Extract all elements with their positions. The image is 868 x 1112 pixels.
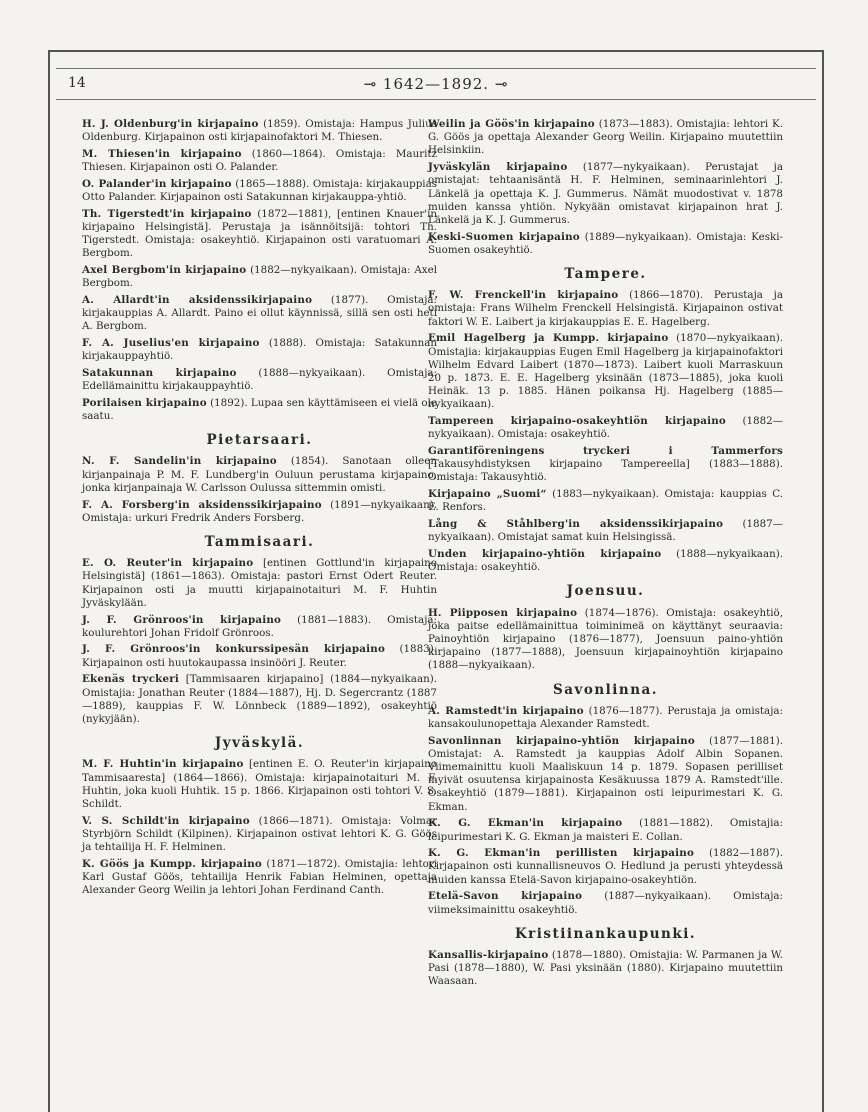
printery-description: (1891—nykyaikaan). Omistaja: urkuri Fredrik Anders Forsberg. bbox=[82, 498, 437, 524]
printery-description: [entinen Gottlund'in kirjapaino Helsingistä] (1861—1863). Omistaja: pastori Ernst Odert Reuter. Kirjapainon osti ja muutti kirjapainotaituri M. F. Huhtin Jyväskylään. bbox=[82, 557, 437, 609]
printery-entry bbox=[428, 161, 783, 227]
printery-description: (1871—1872). Omistajia: lehtori Karl Gustaf Göös, tehtailija Henrik Fabian Helminen, opettaja Alexander Georg Weilin ja lehtori Johan Ferdinand Canth. bbox=[82, 857, 437, 897]
printery-entry bbox=[428, 548, 783, 574]
printery-name: N. F. Sandelin'in kirjapaino bbox=[82, 455, 277, 468]
printery-entry bbox=[428, 817, 783, 843]
printery-description: (1877). Omistaja: kirjakauppias A. Allardt. Paino ei ollut käynnissä, sillä sen osti heti A. Bergbom. bbox=[82, 293, 437, 333]
printery-description: (1887—nykyaikaan). Omistaja: viimeksimainittu osakeyhtiö. bbox=[428, 890, 783, 916]
printery-name: Emil Hagelberg ja Kumpp. kirjapaino bbox=[428, 332, 669, 345]
section-heading: Jyväskylä. bbox=[214, 735, 305, 752]
printery-name: Weilin ja Göös'in kirjapaino bbox=[428, 118, 595, 130]
printery-name: Unden kirjapaino-yhtiön kirjapaino bbox=[428, 547, 662, 560]
printery-name: Satakunnan kirjapaino bbox=[82, 366, 237, 379]
section-heading: Savonlinna. bbox=[553, 681, 658, 698]
printery-name: Ekenäs tryckeri bbox=[82, 673, 179, 686]
printery-name: M. Thiesen'in kirjapaino bbox=[82, 147, 242, 160]
printery-entry bbox=[428, 289, 783, 329]
printery-entry bbox=[428, 118, 783, 158]
section-heading: Pietarsaari. bbox=[206, 432, 313, 449]
printery-description: (1874—1876). Omistaja: osakeyhtiö, joka paitse edellämainittua toiminimeä on käyttänyt seuraavia: Painoyhtiön kirjapaino (1876—1877), Joensuun paino-yhtiön kirjapaino (1877—1888), Joensuun kirjapainoyhtiön kirjapaino (1888—nykyaikaan). bbox=[428, 606, 783, 672]
printery-description: (1882—nykyaikaan). Omistaja: Axel Bergbom. bbox=[82, 264, 437, 290]
printery-description: (1877—nykyaikaan). Perustajat ja omistajat: tehtaanisäntä H. F. Helminen, seminaarinlehtori J. Länkelä ja opettaja K. J. Gummerus. Nämät muodostivat v. 1878 muiden kanssa yhtiön. Nykyään omistavat kirjapainon hrat J. Länkelä ja K. J. Gummerus. bbox=[428, 161, 783, 226]
printery-name: Tampereen kirjapaino-osakeyhtiön kirjapaino bbox=[428, 415, 726, 428]
printery-description: (1860—1864). Omistaja: Mauritz Thiesen. Kirjapainon osti O. Palander. bbox=[82, 147, 437, 174]
printery-description: (1881—1883). Omistaja: koulurehtori Johan Fridolf Grönroos. bbox=[82, 613, 437, 639]
printery-description: (1854). Sanotaan olleen kirjanpainaja P. M. F. Lundberg'in Ouluun perustama kirjapaino, jonka kirjanpainaja W. Carlsson Oulussa sittemmin omisti. bbox=[82, 455, 437, 494]
printery-description: (1883—nykyaikaan). Omistaja: kauppias C. E. Renfors. bbox=[428, 488, 783, 514]
printery-entry bbox=[428, 847, 783, 887]
printery-entry bbox=[82, 614, 437, 640]
printery-name: K. G. Ekman'in kirjapaino bbox=[428, 817, 623, 830]
section-heading: Tampere. bbox=[564, 266, 647, 283]
printery-entry bbox=[82, 208, 437, 261]
printery-description: [entinen E. O. Reuter'in kirjapaino Tammisaaresta] (1864—1866). Omistaja: kirjapainotaituri M. F. Huhtin, joka kuoli Huhtik. 15 p. 1866. Kirjapainon osti tohtori V. S. Schildt. bbox=[82, 758, 437, 810]
printery-name: Keski-Suomen kirjapaino bbox=[428, 230, 580, 243]
printery-description: (1870—nykyaikaan). Omistajia: kirjakauppias Eugen Emil Hagelberg ja kirjapainofaktori Wilhelm Edvard Laibert (1870—1873). Laibert kuoli Marraskuun 20 p. 1873. E. E. Hagelberg yksinään (1873—1885), joka kuoli Heinäk. 13 p. 1885. Hänen poikansa Hj. Hagelberg (1885—nykyaikaan). bbox=[428, 332, 784, 411]
printery-name: Savonlinnan kirjapaino-yhtiön kirjapaino bbox=[428, 734, 695, 747]
printery-entry bbox=[428, 705, 783, 731]
printery-description: (1866—1870). Perustaja ja omistaja: Frans Wilhelm Frenckell Helsingistä. Kirjapainon ostivat faktori W. E. Laibert ja kirjakauppias E. E. Hagelberg. bbox=[428, 289, 783, 328]
printery-name: V. S. Schildt'in kirjapaino bbox=[82, 814, 250, 827]
printery-entry bbox=[82, 118, 437, 144]
printery-entry bbox=[82, 858, 437, 898]
printery-name: F. A. Juselius'en kirjapaino bbox=[82, 337, 260, 350]
printery-entry bbox=[428, 518, 783, 544]
printery-entry bbox=[82, 367, 437, 393]
printery-name: Th. Tigerstedt'in kirjapaino bbox=[82, 207, 252, 220]
printery-description: (1888—nykyaikaan). Omistaja: Edellämainittu kirjakauppayhtiö. bbox=[82, 366, 437, 393]
printery-name: Porilaisen kirjapaino bbox=[82, 396, 207, 409]
printery-name: A. Allardt'in aksidenssikirjapaino bbox=[82, 293, 313, 306]
printery-entry bbox=[82, 673, 437, 726]
printery-name: K. Göös ja Kumpp. kirjapaino bbox=[82, 857, 262, 870]
printery-description: (1859). Omistaja: Hampus Julius Oldenburg. Kirjapainon osti kirjapainofaktori M. Thiesen. bbox=[82, 118, 437, 144]
left-column bbox=[82, 118, 437, 901]
printery-entry bbox=[82, 397, 437, 423]
printery-name: J. F. Grönroos'in konkurssipesän kirjapaino bbox=[82, 643, 386, 656]
printery-name: Lång & Ståhlberg'in aksidenssikirjapaino bbox=[428, 517, 724, 530]
printery-name: Garantiföreningens tryckeri i Tammerfors bbox=[428, 444, 783, 457]
right-column bbox=[428, 118, 783, 992]
printery-name: Kansallis-kirjapaino bbox=[428, 948, 549, 961]
printery-entry bbox=[82, 455, 437, 495]
printery-name: M. F. Huhtin'in kirjapaino bbox=[82, 758, 244, 771]
printery-name: F. A. Forsberg'in aksidenssikirjapaino bbox=[82, 498, 322, 511]
printery-name: H. Piipposen kirjapaino bbox=[428, 606, 578, 619]
printery-description: (1881—1882). Omistajia: leipurimestari K. G. Ekman ja maisteri E. Collan. bbox=[428, 817, 783, 843]
printery-name: A. Ramstedt'in kirjapaino bbox=[428, 704, 584, 717]
printery-entry bbox=[428, 231, 783, 257]
printery-description: (1882—1887). Kirjapainon osti kunnallisneuvos O. Hedlund ja perusti yhteydessä muiden kanssa Etelä-Savon kirjapaino-osakeyhtiön. bbox=[428, 847, 783, 886]
page-number: 14 bbox=[68, 75, 86, 91]
printery-name: Kirjapaino „Suomi“ bbox=[428, 488, 547, 501]
printery-name: K. G. Ekman'in perillisten kirjapaino bbox=[428, 847, 695, 860]
printery-description: (1882—nykyaikaan). Omistaja: osakeyhtiö. bbox=[428, 415, 784, 441]
printery-entry bbox=[428, 607, 783, 673]
printery-entry bbox=[428, 332, 783, 411]
printery-description: (1888—nykyaikaan). Omistaja: osakeyhtiö. bbox=[428, 547, 784, 574]
printery-entry bbox=[82, 815, 437, 855]
printery-name: E. O. Reuter'in kirjapaino bbox=[82, 557, 254, 570]
printery-entry bbox=[82, 264, 437, 290]
printery-entry bbox=[428, 445, 783, 485]
printery-entry bbox=[428, 735, 783, 814]
printery-entry bbox=[82, 337, 437, 363]
printery-description: (1888). Omistaja: Satakunnan kirjakauppayhtiö. bbox=[82, 337, 437, 363]
printery-entry bbox=[82, 148, 437, 174]
printery-entry bbox=[428, 890, 783, 916]
printery-description: (1878—1880). Omistajia: W. Parmanen ja W. Pasi (1878—1880), W. Pasi yksinään (1880). Kirjapaino muutettiin Waasaan. bbox=[428, 948, 783, 988]
printery-description: (1866—1871). Omistaja: Volmar Styrbjörn Schildt (Kilpinen). Kirjapainon ostivat lehtori K. G. Göös ja tehtailija H. F. Helminen. bbox=[82, 814, 437, 854]
printery-description: (1872—1881), [entinen Knauer'in kirjapaino Helsingistä]. Perustaja ja isännöitsijä: tohtori Th. Tigerstedt. Omistaja: osakeyhtiö. Kirjapainon osti varatuomari A. Bergbom. bbox=[82, 207, 438, 260]
printery-description: (1865—1888). Omistaja: kirjakauppias Otto Palander. Kirjapainon osti Satakunnan kirjakauppa-yhtiö. bbox=[82, 177, 438, 204]
printery-entry bbox=[428, 488, 783, 514]
printery-entry bbox=[428, 415, 783, 441]
printery-description: (1887—nykyaikaan). Omistajat samat kuin Helsingissä. bbox=[428, 517, 783, 544]
printery-entry bbox=[82, 294, 437, 334]
printery-description: (1876—1877). Perustaja ja omistaja: kansakoulunopettaja Alexander Ramstedt. bbox=[428, 704, 783, 730]
printery-name: Jyväskylän kirjapaino bbox=[428, 161, 568, 174]
section-heading: Joensuu. bbox=[566, 583, 645, 600]
printery-description: [Takausyhdistyksen kirjapaino Tampereella] (1883—1888). Omistaja: Takausyhtiö. bbox=[428, 458, 783, 484]
printery-entry bbox=[82, 499, 437, 525]
printery-name: J. F. Grönroos'in kirjapaino bbox=[82, 613, 282, 626]
printery-entry bbox=[82, 758, 437, 811]
printery-entry bbox=[82, 178, 437, 204]
printery-entry bbox=[82, 643, 437, 669]
printery-description: (1877—1881). Omistajat: A. Ramstedt ja kauppias Adolf Albin Sopanen. Viimemainittu kuoli Maaliskuun 14 p. 1879. Sopasen perilliset myivät osuutensa kirjapainosta Kesäkuussa 1879 A. Ramstedt'ille. Osakeyhtiö (1879—1881). Kirjapainon osti leipurimestari K. G. Ekman. bbox=[428, 734, 783, 813]
printery-description: (1889—nykyaikaan). Omistaja: Keski-Suomen osakeyhtiö. bbox=[428, 230, 783, 256]
printery-name: H. J. Oldenburg'in kirjapaino bbox=[82, 118, 259, 130]
printery-description: (1883). Kirjapainon osti huutokaupassa insinööri J. Reuter. bbox=[82, 643, 437, 669]
section-heading: Tammisaari. bbox=[204, 533, 315, 550]
printery-description: (1892). Lupaa sen käyttämiseen ei vielä ole saatu. bbox=[82, 396, 438, 423]
printery-name: Etelä-Savon kirjapaino bbox=[428, 890, 583, 903]
printery-description: [Tammisaaren kirjapaino] (1884—nykyaikaan). Omistajia: Jonathan Reuter (1884—1887), Hj. D. Segercrantz (1887—1889), kauppias F. W. Lönnbeck (1889—1892), osakeyhtiö (nykyjään). bbox=[82, 673, 437, 725]
printery-entry bbox=[82, 557, 437, 610]
printery-description: (1873—1883). Omistajia: lehtori K. G. Göös ja opettaja Alexander Georg Weilin. Kirjapaino muutettiin Helsinkiin. bbox=[428, 118, 783, 157]
printery-name: F. W. Frenckell'in kirjapaino bbox=[428, 289, 619, 302]
section-heading: Kristiinankaupunki. bbox=[514, 925, 697, 942]
printery-name: O. Palander'in kirjapaino bbox=[82, 177, 232, 190]
printery-entry bbox=[428, 949, 783, 989]
running-head: ⊸ 1642—1892. ⊸ bbox=[363, 75, 509, 93]
printery-name: Axel Bergbom'in kirjapaino bbox=[82, 264, 247, 277]
page-header bbox=[56, 68, 816, 100]
